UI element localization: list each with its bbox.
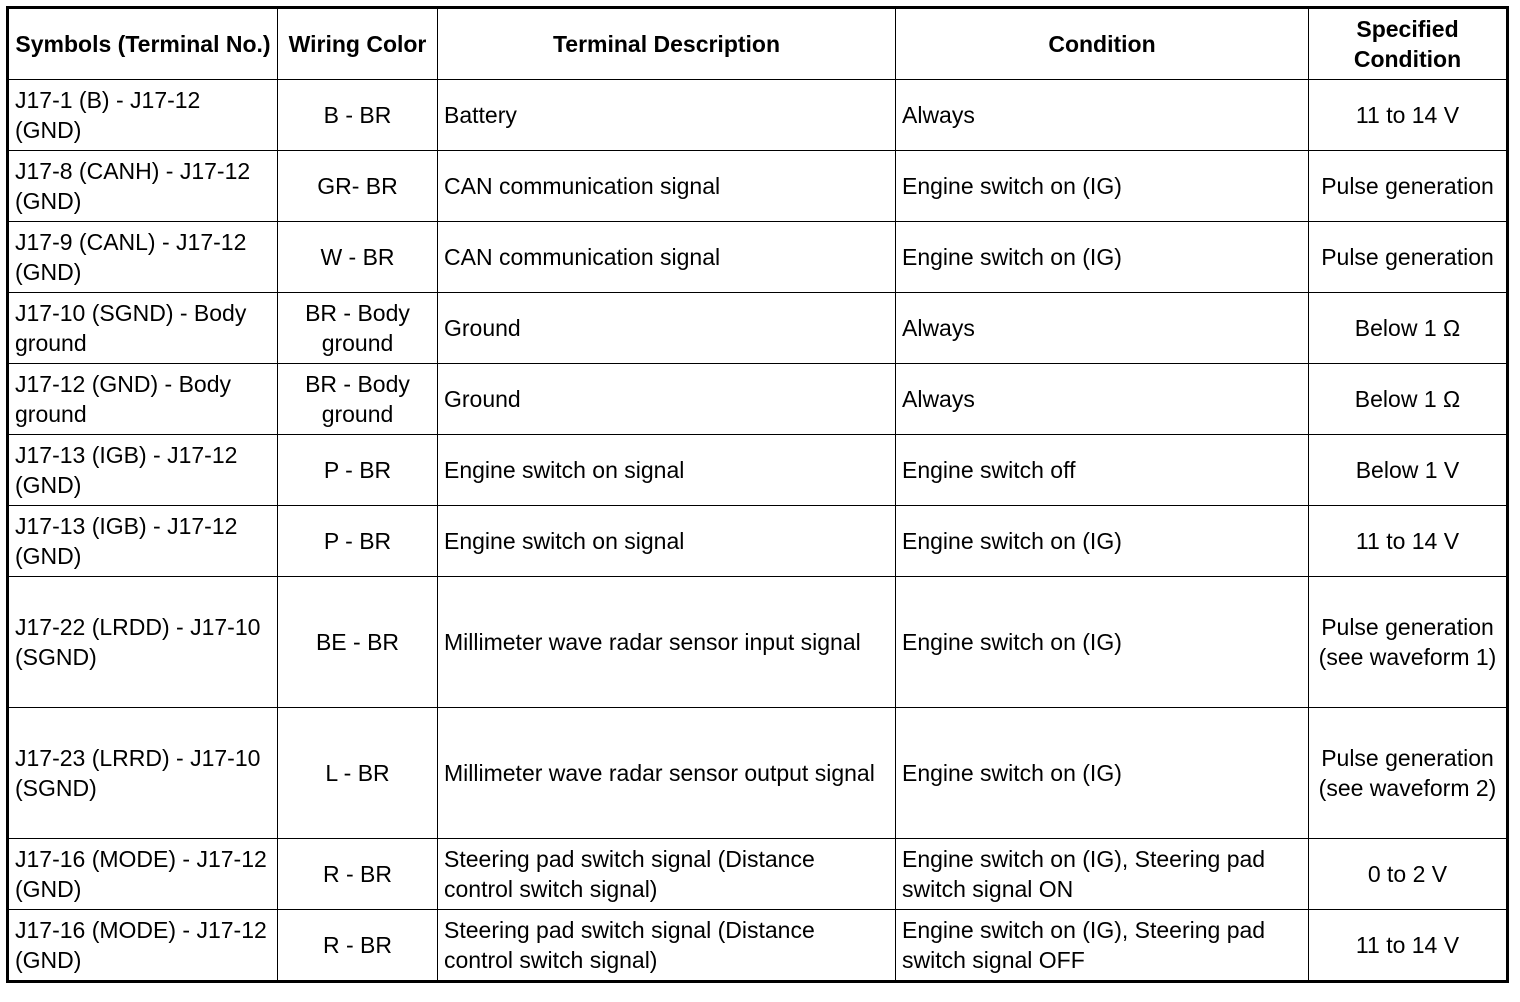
table-row: [8, 293, 1508, 364]
symbol-cell: J17-13 (IGB) - J17-12 (GND): [8, 435, 278, 506]
description-cell: Ground: [438, 364, 896, 435]
condition-cell: Engine switch on (IG): [896, 222, 1309, 293]
condition-cell: Engine switch on (IG), Steering pad switch signal ON: [896, 839, 1309, 910]
wiring-color-cell: R - BR: [278, 910, 438, 982]
description-cell: Millimeter wave radar sensor output signal: [438, 708, 896, 839]
description-cell: CAN communication signal: [438, 222, 896, 293]
wiring-color-cell: L - BR: [278, 708, 438, 839]
symbol-cell: J17-23 (LRRD) - J17-10 (SGND): [8, 708, 278, 839]
header-condition: Condition: [896, 8, 1309, 80]
symbol-cell: J17-1 (B) - J17-12 (GND): [8, 80, 278, 151]
specified-condition-cell: Pulse generation: [1309, 222, 1508, 293]
wiring-color-cell: P - BR: [278, 506, 438, 577]
wiring-color-cell: BR - Body ground: [278, 293, 438, 364]
symbol-cell: J17-9 (CANL) - J17-12 (GND): [8, 222, 278, 293]
specified-condition-cell: Pulse generation (see waveform 2): [1309, 708, 1508, 839]
specified-condition-cell: Below 1 V: [1309, 435, 1508, 506]
specified-condition-cell: 11 to 14 V: [1309, 910, 1508, 982]
condition-cell: Always: [896, 293, 1309, 364]
specified-condition-cell: 11 to 14 V: [1309, 506, 1508, 577]
specified-condition-cell: Pulse generation: [1309, 151, 1508, 222]
description-cell: CAN communication signal: [438, 151, 896, 222]
header-specified-condition: Specified Condition: [1309, 8, 1508, 80]
terminal-spec-table: [6, 6, 1509, 983]
description-cell: Ground: [438, 293, 896, 364]
wiring-color-cell: BE - BR: [278, 577, 438, 708]
header-terminal-description: Terminal Description: [438, 8, 896, 80]
wiring-color-cell: W - BR: [278, 222, 438, 293]
wiring-color-cell: BR - Body ground: [278, 364, 438, 435]
symbol-cell: J17-22 (LRDD) - J17-10 (SGND): [8, 577, 278, 708]
condition-cell: Always: [896, 80, 1309, 151]
table-row: [8, 435, 1508, 506]
condition-cell: Engine switch on (IG): [896, 506, 1309, 577]
table-row: [8, 80, 1508, 151]
specified-condition-cell: 0 to 2 V: [1309, 839, 1508, 910]
table-row: [8, 364, 1508, 435]
table-row: [8, 222, 1508, 293]
table-row: [8, 839, 1508, 910]
description-cell: Millimeter wave radar sensor input signal: [438, 577, 896, 708]
table-row: [8, 151, 1508, 222]
condition-cell: Engine switch on (IG): [896, 708, 1309, 839]
specified-condition-cell: Below 1 Ω: [1309, 364, 1508, 435]
table-row: [8, 708, 1508, 839]
wiring-color-cell: GR- BR: [278, 151, 438, 222]
condition-cell: Engine switch off: [896, 435, 1309, 506]
description-cell: Engine switch on signal: [438, 435, 896, 506]
table-row: [8, 577, 1508, 708]
symbol-cell: J17-12 (GND) - Body ground: [8, 364, 278, 435]
description-cell: Engine switch on signal: [438, 506, 896, 577]
description-cell: Steering pad switch signal (Distance control switch signal): [438, 839, 896, 910]
header-symbols: Symbols (Terminal No.): [8, 8, 278, 80]
condition-cell: Engine switch on (IG), Steering pad switch signal OFF: [896, 910, 1309, 982]
table-row: [8, 910, 1508, 982]
header-row: [8, 8, 1508, 80]
specified-condition-cell: Below 1 Ω: [1309, 293, 1508, 364]
description-cell: Battery: [438, 80, 896, 151]
symbol-cell: J17-13 (IGB) - J17-12 (GND): [8, 506, 278, 577]
wiring-color-cell: B - BR: [278, 80, 438, 151]
symbol-cell: J17-10 (SGND) - Body ground: [8, 293, 278, 364]
description-cell: Steering pad switch signal (Distance control switch signal): [438, 910, 896, 982]
specified-condition-cell: Pulse generation (see waveform 1): [1309, 577, 1508, 708]
symbol-cell: J17-8 (CANH) - J17-12 (GND): [8, 151, 278, 222]
header-wiring-color: Wiring Color: [278, 8, 438, 80]
wiring-color-cell: P - BR: [278, 435, 438, 506]
table-row: [8, 506, 1508, 577]
symbol-cell: J17-16 (MODE) - J17-12 (GND): [8, 910, 278, 982]
condition-cell: Engine switch on (IG): [896, 577, 1309, 708]
wiring-color-cell: R - BR: [278, 839, 438, 910]
specified-condition-cell: 11 to 14 V: [1309, 80, 1508, 151]
symbol-cell: J17-16 (MODE) - J17-12 (GND): [8, 839, 278, 910]
condition-cell: Engine switch on (IG): [896, 151, 1309, 222]
condition-cell: Always: [896, 364, 1309, 435]
